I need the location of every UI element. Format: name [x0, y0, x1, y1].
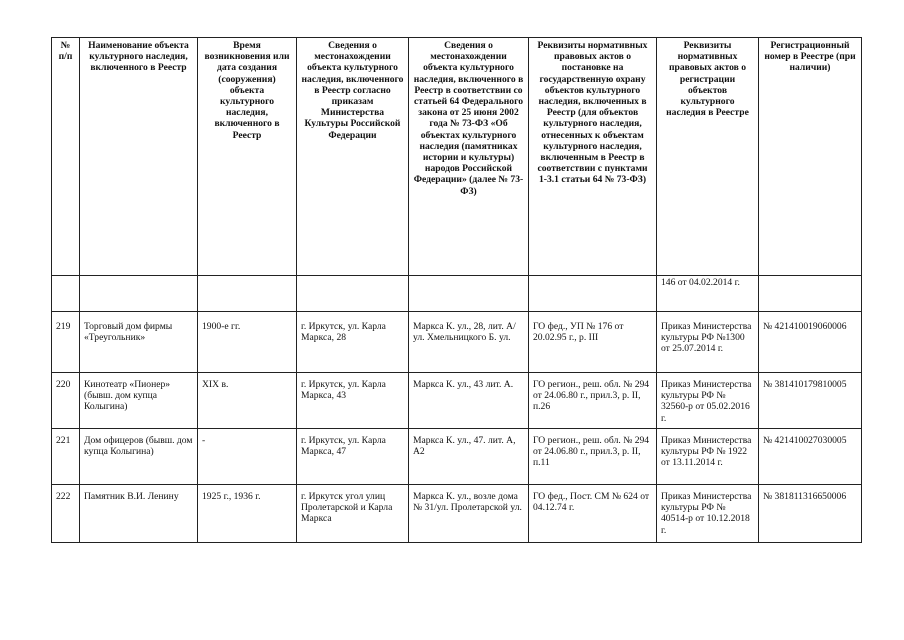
cell-location-law: Маркса К. ул., возле дома № 31/ул. Пролетарской ул. — [409, 485, 529, 543]
cell-num: 222 — [52, 485, 80, 543]
cell-reg-number: № 421410019060006 — [759, 312, 862, 373]
cell-acts-protection: ГО регион., реш. обл. № 294 от 24.06.80 г., прил.3, р. II, п.11 — [529, 429, 657, 485]
cell-empty — [759, 276, 862, 312]
cell-name: Памятник В.И. Ленину — [80, 485, 198, 543]
cell-reg-number: № 381811316650006 — [759, 485, 862, 543]
cell-acts-protection: ГО фед., УП № 176 от 20.02.95 г., р. III — [529, 312, 657, 373]
cell-location-orders: г. Иркутск угол улиц Пролетарской и Карла Маркса — [297, 485, 409, 543]
continuation-row — [52, 276, 862, 312]
cell-name: Торговый дом фирмы «Треугольник» — [80, 312, 198, 373]
table-row — [52, 373, 862, 429]
header-name: Наименование объекта культурного наследия, включенного в Реестр — [80, 38, 198, 276]
cell-acts-registration: Приказ Министерства культуры РФ № 40514-р от 10.12.2018 г. — [657, 485, 759, 543]
table-row — [52, 485, 862, 543]
cell-empty — [198, 276, 297, 312]
cell-location-law: Маркса К. ул., 28, лит. А/ул. Хмельницкого Б. ул. — [409, 312, 529, 373]
cell-acts-registration: Приказ Министерства культуры РФ №1300 от 25.07.2014 г. — [657, 312, 759, 373]
cell-num: 219 — [52, 312, 80, 373]
cell-acts-registration: 146 от 04.02.2014 г. — [657, 276, 759, 312]
header-location-orders: Сведения о местонахождении объекта культурного наследия, включенного в Реестр согласно приказам Министерства Культуры Российской Федерации — [297, 38, 409, 276]
header-acts-protection: Реквизиты нормативных правовых актов о постановке на государственную охрану объектов культурного наследия, включенных в Реестр (для объектов культурного наследия, отнесенных к объектам культурного наследия, включенным в Реестр в соответствии с пунктами 1-3.1 статьи 64 № 73-ФЗ) — [529, 38, 657, 276]
cell-empty — [529, 276, 657, 312]
cell-time: 1925 г., 1936 г. — [198, 485, 297, 543]
header-row — [52, 38, 862, 276]
cell-acts-protection: ГО регион., реш. обл. № 294 от 24.06.80 г., прил.3, р. II, п.26 — [529, 373, 657, 429]
table-row — [52, 429, 862, 485]
header-location-law: Сведения о местонахождении объекта культурного наследия, включенного в Реестр в соответствии со статьей 64 Федерального закона от 25 июня 2002 года № 73-ФЗ «Об объектах культурного наследия (памятниках истории и культуры) народов Российской Федерации» (далее № 73-ФЗ) — [409, 38, 529, 276]
cell-num: 221 — [52, 429, 80, 485]
cell-reg-number: № 381410179810005 — [759, 373, 862, 429]
cell-acts-registration: Приказ Министерства культуры РФ № 32560-р от 05.02.2016 г. — [657, 373, 759, 429]
cell-empty — [80, 276, 198, 312]
cell-empty — [409, 276, 529, 312]
cell-time: 1900-е гг. — [198, 312, 297, 373]
table-row — [52, 312, 862, 373]
header-time: Время возникновения или дата создания (сооружения) объекта культурного наследия, включенного в Реестр — [198, 38, 297, 276]
cell-acts-protection: ГО фед., Пост. СМ № 624 от 04.12.74 г. — [529, 485, 657, 543]
cell-time: XIX в. — [198, 373, 297, 429]
header-reg-number: Регистрационный номер в Реестре (при наличии) — [759, 38, 862, 276]
cell-location-orders: г. Иркутск, ул. Карла Маркса, 43 — [297, 373, 409, 429]
cell-location-orders: г. Иркутск, ул. Карла Маркса, 28 — [297, 312, 409, 373]
cell-location-law: Маркса К. ул., 47. лит. А, А2 — [409, 429, 529, 485]
cell-reg-number: № 421410027030005 — [759, 429, 862, 485]
cell-location-orders: г. Иркутск, ул. Карла Маркса, 47 — [297, 429, 409, 485]
cell-acts-registration: Приказ Министерства культуры РФ № 1922 от 13.11.2014 г. — [657, 429, 759, 485]
cell-empty — [52, 276, 80, 312]
cell-location-law: Маркса К. ул., 43 лит. А. — [409, 373, 529, 429]
header-acts-registration: Реквизиты нормативных правовых актов о регистрации объектов культурного наследия в Реестре — [657, 38, 759, 276]
cell-empty — [297, 276, 409, 312]
header-num: № п/п — [52, 38, 80, 276]
cell-time: - — [198, 429, 297, 485]
cell-num: 220 — [52, 373, 80, 429]
registry-table — [51, 37, 862, 543]
cell-name: Дом офицеров (бывш. дом купца Колыгина) — [80, 429, 198, 485]
cell-name: Кинотеатр «Пионер» (бывш. дом купца Колыгина) — [80, 373, 198, 429]
